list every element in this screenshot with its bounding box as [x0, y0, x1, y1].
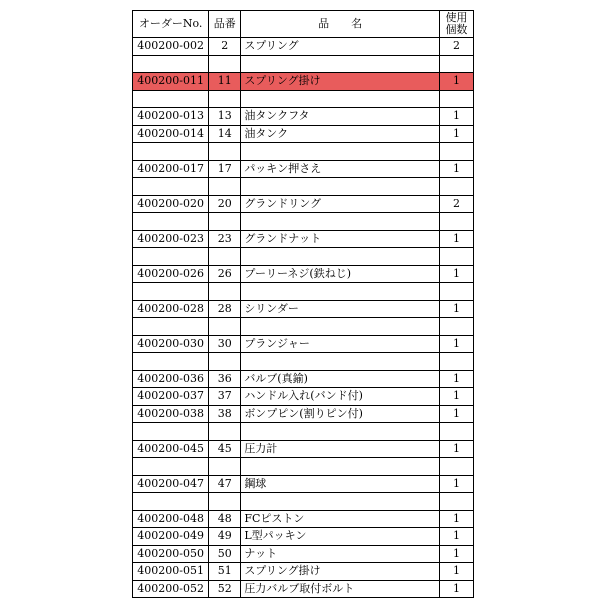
header-quantity-line1: 使用 [445, 11, 468, 24]
cell-part-number: 2 [209, 38, 241, 56]
cell-quantity [439, 353, 473, 371]
cell-part-name: シリンダー [241, 300, 440, 318]
cell-order-no [133, 353, 209, 371]
table-row [133, 160, 474, 178]
table-row-spacer [133, 178, 474, 196]
table-row-spacer [133, 213, 474, 231]
header-quantity-line2: 個数 [445, 23, 468, 36]
cell-part-name [241, 493, 440, 511]
cell-quantity: 1 [439, 545, 473, 563]
table-row [133, 73, 474, 91]
table-row [133, 370, 474, 388]
table-row-spacer [133, 55, 474, 73]
cell-order-no: 400200-052 [133, 580, 209, 598]
cell-quantity: 1 [439, 125, 473, 143]
cell-part-name [241, 90, 440, 108]
cell-order-no: 400200-011 [133, 73, 209, 91]
cell-part-number [209, 248, 241, 266]
cell-quantity: 1 [439, 230, 473, 248]
cell-order-no: 400200-023 [133, 230, 209, 248]
cell-order-no [133, 178, 209, 196]
cell-part-number [209, 458, 241, 476]
table-header-row [133, 11, 474, 38]
cell-part-name: グランドリング [241, 195, 440, 213]
cell-part-name [241, 283, 440, 301]
cell-part-name: グランドナット [241, 230, 440, 248]
cell-part-name [241, 213, 440, 231]
cell-order-no: 400200-002 [133, 38, 209, 56]
cell-part-number: 49 [209, 528, 241, 546]
cell-order-no [133, 55, 209, 73]
table-row [133, 545, 474, 563]
cell-part-name: スプリング [241, 38, 440, 56]
cell-part-number [209, 213, 241, 231]
cell-part-name: スプリング掛け [241, 563, 440, 581]
cell-part-number: 51 [209, 563, 241, 581]
table-row-spacer [133, 283, 474, 301]
cell-order-no [133, 90, 209, 108]
cell-quantity: 1 [439, 510, 473, 528]
cell-part-number [209, 283, 241, 301]
cell-part-name: ナット [241, 545, 440, 563]
cell-part-number: 47 [209, 475, 241, 493]
cell-quantity: 1 [439, 405, 473, 423]
cell-order-no [133, 493, 209, 511]
cell-part-number: 37 [209, 388, 241, 406]
cell-part-name: ボンプピン(割りピン付) [241, 405, 440, 423]
table-row [133, 108, 474, 126]
parts-table [132, 10, 474, 598]
cell-quantity [439, 213, 473, 231]
table-row-spacer [133, 248, 474, 266]
header-quantity [439, 11, 473, 38]
table-row [133, 125, 474, 143]
cell-part-number: 50 [209, 545, 241, 563]
cell-quantity: 1 [439, 528, 473, 546]
cell-part-name: バルブ(真鍮) [241, 370, 440, 388]
table-row [133, 230, 474, 248]
cell-quantity [439, 178, 473, 196]
table-row [133, 580, 474, 598]
cell-part-number [209, 143, 241, 161]
cell-order-no: 400200-051 [133, 563, 209, 581]
cell-quantity: 1 [439, 580, 473, 598]
cell-part-name: FCピストン [241, 510, 440, 528]
cell-part-name: プーリーネジ(鉄ねじ) [241, 265, 440, 283]
cell-order-no: 400200-037 [133, 388, 209, 406]
table-row [133, 440, 474, 458]
cell-part-number: 26 [209, 265, 241, 283]
cell-part-name: 圧力バルブ取付ボルト [241, 580, 440, 598]
cell-part-name: 鋼球 [241, 475, 440, 493]
cell-order-no: 400200-050 [133, 545, 209, 563]
cell-part-number: 17 [209, 160, 241, 178]
cell-part-number: 20 [209, 195, 241, 213]
cell-part-name [241, 458, 440, 476]
cell-order-no [133, 458, 209, 476]
cell-part-name: L型パッキン [241, 528, 440, 546]
table-row [133, 195, 474, 213]
cell-quantity: 1 [439, 370, 473, 388]
cell-order-no: 400200-048 [133, 510, 209, 528]
table-row [133, 300, 474, 318]
cell-part-name [241, 318, 440, 336]
cell-quantity [439, 493, 473, 511]
header-part-number: 品番 [209, 11, 241, 38]
cell-quantity [439, 248, 473, 266]
cell-order-no: 400200-036 [133, 370, 209, 388]
cell-quantity [439, 90, 473, 108]
cell-quantity: 1 [439, 73, 473, 91]
cell-part-name [241, 143, 440, 161]
table-row-spacer [133, 458, 474, 476]
cell-part-name: 油タンクフタ [241, 108, 440, 126]
cell-part-name [241, 55, 440, 73]
cell-order-no: 400200-045 [133, 440, 209, 458]
cell-part-number: 36 [209, 370, 241, 388]
cell-part-name [241, 423, 440, 441]
cell-quantity: 1 [439, 440, 473, 458]
cell-order-no [133, 143, 209, 161]
cell-order-no [133, 423, 209, 441]
cell-quantity: 1 [439, 388, 473, 406]
cell-quantity [439, 423, 473, 441]
cell-quantity [439, 458, 473, 476]
cell-part-number: 11 [209, 73, 241, 91]
cell-order-no: 400200-026 [133, 265, 209, 283]
table-row [133, 510, 474, 528]
cell-part-number [209, 318, 241, 336]
cell-part-number [209, 423, 241, 441]
cell-quantity: 1 [439, 563, 473, 581]
table-row-spacer [133, 493, 474, 511]
cell-part-number: 13 [209, 108, 241, 126]
cell-part-number: 28 [209, 300, 241, 318]
cell-order-no [133, 248, 209, 266]
cell-quantity: 1 [439, 265, 473, 283]
cell-order-no: 400200-028 [133, 300, 209, 318]
cell-quantity: 1 [439, 300, 473, 318]
cell-quantity [439, 318, 473, 336]
cell-quantity: 1 [439, 160, 473, 178]
cell-part-number: 30 [209, 335, 241, 353]
cell-order-no [133, 283, 209, 301]
cell-order-no [133, 318, 209, 336]
cell-part-number: 38 [209, 405, 241, 423]
cell-quantity: 1 [439, 475, 473, 493]
cell-part-number: 14 [209, 125, 241, 143]
cell-quantity [439, 283, 473, 301]
table-row [133, 405, 474, 423]
cell-order-no [133, 213, 209, 231]
table-row [133, 335, 474, 353]
cell-quantity: 2 [439, 195, 473, 213]
cell-order-no: 400200-017 [133, 160, 209, 178]
cell-quantity: 2 [439, 38, 473, 56]
table-row [133, 563, 474, 581]
header-order-no: オーダーNo. [133, 11, 209, 38]
cell-quantity: 1 [439, 108, 473, 126]
table-row-spacer [133, 90, 474, 108]
cell-part-number: 45 [209, 440, 241, 458]
cell-part-number: 23 [209, 230, 241, 248]
table-row-spacer [133, 143, 474, 161]
cell-part-name [241, 248, 440, 266]
cell-part-number [209, 178, 241, 196]
table-row [133, 265, 474, 283]
cell-part-name: スプリング掛け [241, 73, 440, 91]
cell-part-number [209, 90, 241, 108]
cell-order-no: 400200-047 [133, 475, 209, 493]
cell-quantity [439, 55, 473, 73]
cell-order-no: 400200-020 [133, 195, 209, 213]
cell-order-no: 400200-038 [133, 405, 209, 423]
cell-part-name: 油タンク [241, 125, 440, 143]
table-row-spacer [133, 423, 474, 441]
table-row [133, 528, 474, 546]
cell-part-number [209, 55, 241, 73]
cell-part-name: プランジャー [241, 335, 440, 353]
cell-part-number: 48 [209, 510, 241, 528]
table-row [133, 38, 474, 56]
cell-part-name: パッキン押さえ [241, 160, 440, 178]
cell-part-name [241, 353, 440, 371]
table-row [133, 475, 474, 493]
cell-part-name: 圧力計 [241, 440, 440, 458]
header-part-name: 品 名 [241, 11, 440, 38]
cell-quantity [439, 143, 473, 161]
cell-part-number: 52 [209, 580, 241, 598]
cell-part-name: ハンドル入れ(バンド付) [241, 388, 440, 406]
table-row-spacer [133, 353, 474, 371]
cell-order-no: 400200-030 [133, 335, 209, 353]
cell-order-no: 400200-013 [133, 108, 209, 126]
table-row [133, 388, 474, 406]
cell-quantity: 1 [439, 335, 473, 353]
table-row-spacer [133, 318, 474, 336]
cell-part-name [241, 178, 440, 196]
cell-part-number [209, 353, 241, 371]
cell-order-no: 400200-049 [133, 528, 209, 546]
cell-part-number [209, 493, 241, 511]
cell-order-no: 400200-014 [133, 125, 209, 143]
